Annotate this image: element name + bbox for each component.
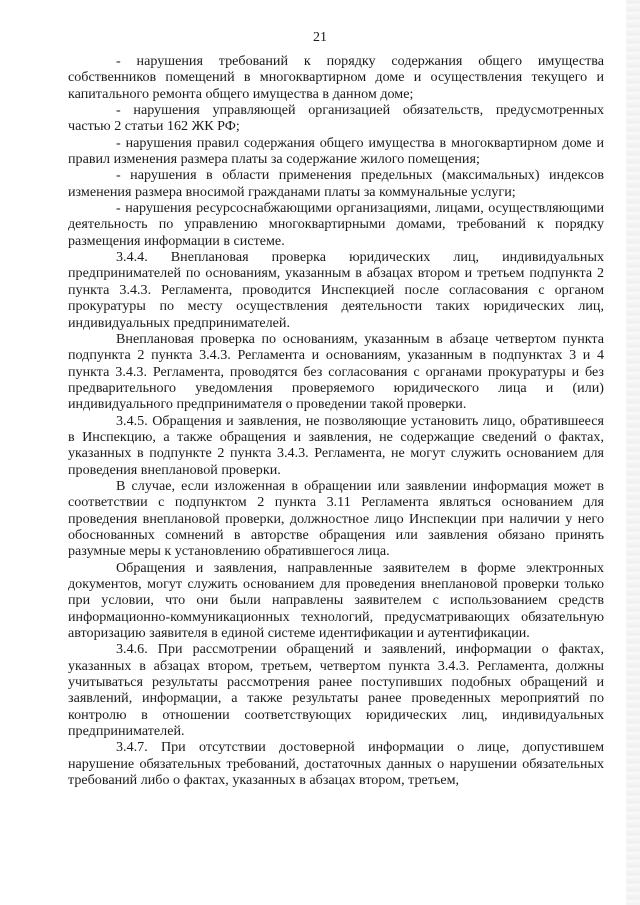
document-body [68,53,604,788]
paragraph-list-item-3: - нарушения правил содержания общего имущества в многоквартирном доме и правил изменения размера платы за содержание жилого помещения; [68,134,604,168]
paragraph-unscheduled-check: Внеплановая проверка по основаниям, указанным в абзаце четвертом пункта подпункта 2 пункта 3.4.3. Регламента и основаниям, указанным в подпунктах 3 и 4 пункта 3.4.3. Регламента, проводятся без согласования с органами прокуратуры и без предварительного уведомления проверяемого юридического лица и (или) индивидуального предпринимателя о проведении такой проверки. [68,330,604,413]
page-number: 21 [313,30,327,45]
paragraph-section-3-4-7: 3.4.7. При отсутствии достоверной информации о лице, допустившем нарушение обязательных требований, достаточных данных о нарушении обязательных требований либо о фактах, указанных в абзацах втором, третьем, [68,739,604,789]
paragraph-section-3-4-5: 3.4.5. Обращения и заявления, не позволяющие установить лицо, обратившееся в Инспекцию, а также обращения и заявления, не содержащие сведений о фактах, указанных в подпункте 2 пункта 3.4.3. Регламента, не могут служить основанием для проведения внеплановой проверки. [68,412,604,478]
scan-edge-artifact [626,0,640,905]
paragraph-list-item-1: - нарушения требований к порядку содержания общего имущества собственников помещений в многоквартирном доме и осуществления текущего и капитального ремонта общего имущества в данном доме; [68,53,604,102]
paragraph-section-3-4-4: 3.4.4. Внеплановая проверка юридических лиц, индивидуальных предпринимателей по основаниям, указанным в абзацах втором и третьем подпункта 2 пункта 3.4.3. Регламента, проводится Инспекцией после согласования с органом прокуратуры по месту осуществления деятельности таких юридических лиц, индивидуальных предпринимателей. [68,249,604,331]
paragraph-doubtful-authorship: В случае, если изложенная в обращении или заявлении информация может в соответствии с подпунктом 2 пункта 3.11 Регламента являться основанием для проведения внеплановой проверки, должностное лицо Инспекции при наличии у него обоснованных сомнений в авторстве обращения или заявления обязано принять разумные меры к установлению обратившегося лица. [68,477,604,560]
paragraph-list-item-2: - нарушения управляющей организацией обязательств, предусмотренных частью 2 статьи 162 ЖК РФ; [68,102,604,135]
paragraph-section-3-4-6: 3.4.6. При рассмотрении обращений и заявлений, информации о фактах, указанных в абзацах втором, третьем, четвертом пункта 3.4.3. Регламента, должны учитываться результаты рассмотрения ранее поступивших подобных обращений и заявлений, информации, а также результаты ранее проведенных мероприятий по контролю в отношении соответствующих юридических лиц, индивидуальных предпринимателей. [68,641,604,740]
paragraph-list-item-5: - нарушения ресурсоснабжающими организациями, лицами, осуществляющими деятельность по управлению многоквартирными домами, требований к порядку размещения информации в системе. [68,200,604,249]
paragraph-list-item-4: - нарушения в области применения предельных (максимальных) индексов изменения размера вносимой гражданами платы за коммунальные услуги; [68,167,604,200]
paragraph-electronic-documents: Обращения и заявления, направленные заявителем в форме электронных документов, могут служить основанием для проведения внеплановой проверки только при условии, что они были направлены заявителем с использованием средств информационно-коммуникационных технологий, предусматривающих обязательную авторизацию заявителя в единой системе идентификации и аутентификации. [68,559,604,642]
